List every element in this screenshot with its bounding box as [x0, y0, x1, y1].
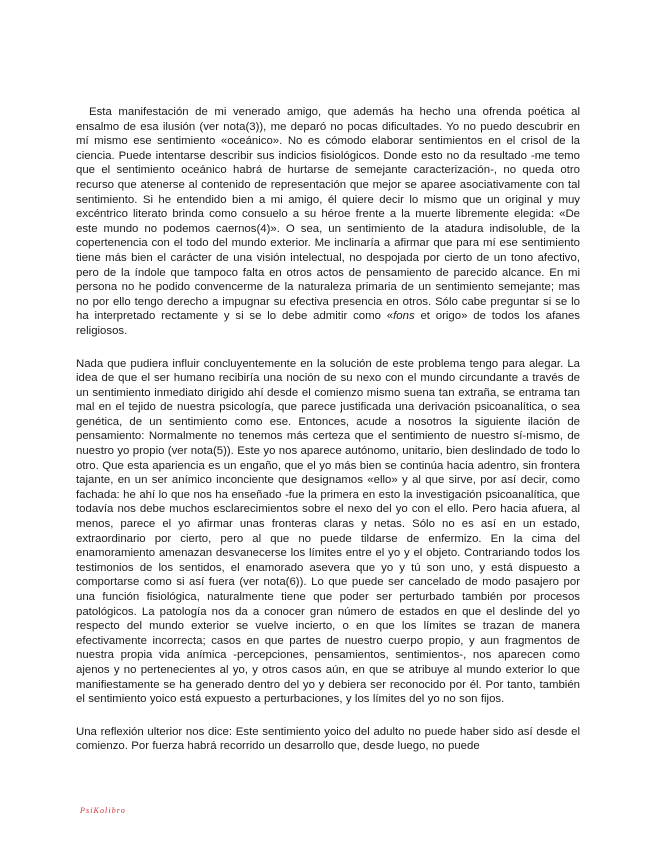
- paragraph-1-italic-fons: fons: [393, 310, 415, 323]
- paragraph-3: [76, 725, 580, 754]
- footer-label: PsiKolibro: [80, 806, 126, 815]
- paragraph-1-text-a: Esta manifestación de mi venerado amigo, que además ha hecho una ofrenda poética al ensalmo de esa ilusión (ver nota(3)), me deparó no pocas dificultades. Yo no puedo descubrir en mí mismo ese sentimiento «oceánico». No es cómodo elaborar sentimientos en el crisol de la ciencia. Puede intentarse describir sus indicios fisiológicos. Donde esto no da resultado -me temo que el sentimiento oceánico habrá de hurtarse de semejante caracterización-, no queda otro recurso que atenerse al contenido de representación que mejor se aparee asociativamente con tal sentimiento. Si he entendido bien a mi amigo, él quiere decir lo mismo que un original y muy excéntrico literato brinda como consuelo a su héroe frente a la muerte libremente elegida: «De este mundo no podemos caernos(4)». O sea, un sentimiento de la atadura indisoluble, de la copertenencia con el todo del mundo exterior. Me inclinaría a afirmar que para mí ese sentimiento tiene más bien el carácter de una visión intelectual, no despojada por cierto de un tono afectivo, pero de la índole que tampoco falta en otros actos de pensamiento de parecido alcance. En mi persona no he podido convencerme de la naturaleza primaria de un sentimiento semejante; mas no por ello tengo derecho a impugnar su efectiva presencia en otros. Sólo cabe preguntar si se lo ha interpretado rectamente y si se lo debe admitir como «: [76, 106, 580, 323]
- paragraph-2: [76, 357, 580, 707]
- paragraph-1-text-b: et origo» de todos los afanes religiosos.: [76, 310, 580, 337]
- paragraph-2-text: Nada que pudiera influir concluyentemente en la solución de este problema tengo para alegar. La idea de que el ser humano recibiría una noción de su nexo con el mundo circundante a través de un sentimiento inmediato dirigido ahí desde el comienzo mismo suena tan extraña, se entrama tan mal en el tejido de nuestra psicología, que parece justificada una derivación psicoanalítica, o sea genética, de un sentimiento como ese. Entonces, acude a nosotros la siguiente ilación de pensamiento: Normalmente no tenemos más certeza que el sentimiento de nuestro sí-mismo, de nuestro yo propio (ver nota(5)). Este yo nos aparece autónomo, unitario, bien deslindado de todo lo otro. Que esta apariencia es un engaño, que el yo más bien se continúa hacia adentro, sin frontera tajante, en un ser anímico inconciente que designamos «ello» y al que sirve, por así decir, como fachada: he ahí lo que nos ha enseñado -fue la primera en esto la investigación psicoanalítica, que todavía nos debe muchos esclarecimientos sobre el nexo del yo con el ello. Pero hacia afuera, al menos, parece el yo afirmar unas fronteras claras y netas. Sólo no es así en un estado, extraordinario por cierto, pero al que no puede tildarse de enfermizo. En la cima del enamoramiento amenazan desvanecerse los límites entre el yo y el objeto. Contrariando todos los testimonios de los sentidos, el enamorado asevera que yo y tú son uno, y está dispuesto a comportarse como si así fuera (ver nota(6)). Lo que puede ser cancelado de modo pasajero por una función fisiológica, naturalmente tiene que poder ser perturbado también por procesos patológicos. La patología nos da a conocer gran número de estados en que el deslinde del yo respecto del mundo exterior se vuelve incierto, o en que los límites se trazan de manera efectivamente incorrecta; casos en que partes de nuestro cuerpo propio, y aun fragmentos de nuestra propia vida anímica -percepciones, pensamientos, sentimientos-, nos aparecen como ajenos y no pertenecientes al yo, y otros casos aún, en que se atribuye al mundo exterior lo que manifiestamente se ha generado dentro del yo y debiera ser reconocido por él. Por tanto, también el sentimiento yoico está expuesto a perturbaciones, y los límites del yo no son fijos.: [76, 357, 580, 706]
- document-body: [76, 105, 580, 772]
- paragraph-1: [76, 105, 580, 339]
- paragraph-3-text: Una reflexión ulterior nos dice: Este sentimiento yoico del adulto no puede haber sido así desde el comienzo. Por fuerza habrá recorrido un desarrollo que, desde luego, no puede: [76, 725, 580, 753]
